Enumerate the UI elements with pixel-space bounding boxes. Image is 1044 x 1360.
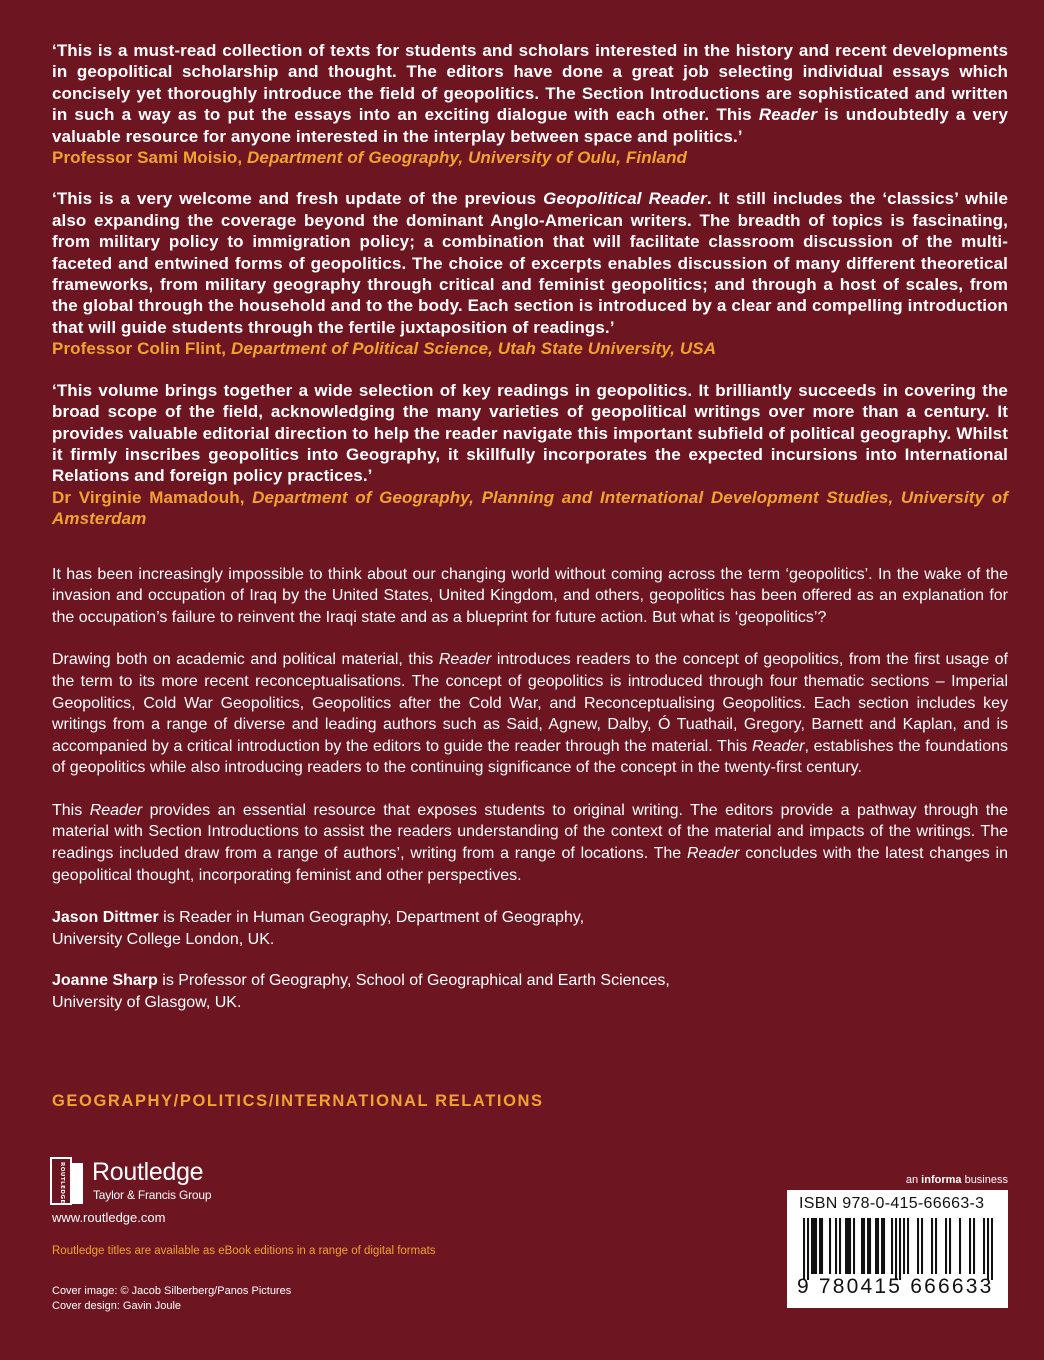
text-run: concludes with the latest changes in geopolitical thought, incorporating feminist and other perspectives. (52, 845, 1009, 884)
endorsement-quote (52, 380, 1008, 530)
barcode-bar (983, 1218, 985, 1274)
text-run: ‘This volume brings together a wide selection of key readings in geopolitics. It brilliantly succeeds in covering the broad scope of the field, acknowledging the many varieties of geopolitical writings over more than a century. It provides valuable editorial direction to help the reader navigate this important subfield of political geography. Whilst it firmly inscribes geopolitics into Geography, it skillfully incorporates the expected incursions into International Relations and foreign policy practices.’ (52, 380, 1008, 486)
publisher-group: Taylor & Francis Group (93, 1188, 212, 1202)
endorsement-quote (52, 188, 1008, 359)
author-bios (52, 907, 1008, 1013)
italic-title: Reader (438, 651, 492, 669)
barcode-bar (803, 1218, 805, 1280)
routledge-book-icon (50, 1157, 84, 1205)
barcode-bar (861, 1218, 863, 1274)
barcode-bar (877, 1218, 879, 1274)
text-run: This (52, 801, 90, 819)
cover-credits (52, 1284, 291, 1314)
quote-text (52, 188, 1008, 338)
text-run: It has been increasingly impossible to think about our changing world without coming across the term ‘geopolitics’. In the wake of the invasion and occupation of Iraq by the United States, United Kingdom, and others, geopolitics has been offered as an explanation for the occupation’s failure to reinvent the Iraqi state and as a blueprint for future action. But what is ‘geopolitics’? (52, 565, 1008, 626)
author-role: is Reader in Human Geography, Department of Geography, (158, 909, 585, 927)
barcode-bar (839, 1218, 841, 1274)
barcode-bar (811, 1218, 813, 1274)
italic-title: Reader (751, 737, 805, 755)
text-run: ‘This is a must-read collection of texts for students and scholars interested in the history and recent developments in geopolitical scholarship and thought. The editors have done a great job selecting individual essays which concisely yet thoroughly introduce the field of geopolitics. The Section Introductions are sophisticated and written in such a way as to put the essays into an exciting dialogue with each other. This (52, 41, 1008, 125)
barcode-bar (883, 1218, 885, 1274)
quote-attribution (52, 147, 1008, 168)
endorser-name: Dr Virginie Mamadouh, (52, 487, 253, 507)
barcode-bar (845, 1218, 847, 1274)
author-institution: University College London, UK. (52, 930, 275, 948)
author-bio (52, 907, 1008, 950)
logo-mark-text: ROUTLEDGE (59, 1162, 65, 1204)
endorser-affiliation: Department of Geography, University of Oulu, Finland (247, 148, 688, 168)
back-cover-content (52, 40, 1008, 1034)
barcode-digits: 9 780415 666633 (797, 1275, 994, 1298)
barcode-bar (959, 1218, 961, 1274)
barcode-bar (899, 1218, 901, 1280)
author-bio (52, 970, 1008, 1013)
cover-image-credit: Cover image: © Jacob Silberberg/Panos Pictures (52, 1285, 292, 1297)
text-run: ‘This is a very welcome and fresh update of the previous (52, 189, 544, 209)
barcode-bar (829, 1218, 831, 1274)
barcode-bar (847, 1218, 849, 1274)
barcode-bar (949, 1218, 951, 1274)
author-institution: University of Glasgow, UK. (52, 994, 242, 1012)
barcode-bar (821, 1218, 823, 1274)
description-paragraph (52, 800, 1008, 886)
text-run: Drawing both on academic and political material, this (52, 651, 439, 669)
italic-title: Reader (686, 845, 740, 863)
barcode-bar (987, 1218, 989, 1280)
quote-attribution (52, 338, 1008, 359)
quote-text (52, 40, 1008, 147)
barcode-bar (853, 1218, 855, 1274)
barcode-bar (815, 1218, 817, 1274)
barcode-bar (973, 1218, 975, 1274)
endorsement-quote (52, 40, 1008, 168)
barcode-bar (921, 1218, 923, 1274)
italic-title: Reader (89, 801, 143, 819)
quote-text (52, 380, 1008, 487)
italic-title: Geopolitical Reader (543, 189, 707, 209)
barcode-bar (917, 1218, 919, 1274)
barcode-bar (935, 1218, 937, 1274)
text-run: , establishes the foundations of geopolitics while also introducing readers to the continuing significance of the concept in the twenty-first century. (52, 737, 1009, 777)
author-role: is Professor of Geography, School of Geographical and Earth Sciences, (157, 972, 670, 990)
endorser-name: Professor Colin Flint, (52, 339, 231, 359)
barcode-bar (807, 1218, 809, 1280)
barcode-bar (869, 1218, 871, 1274)
barcode-bars (803, 1218, 993, 1280)
barcode-bar (875, 1218, 877, 1274)
informa-prefix: an (905, 1174, 922, 1186)
book-description (52, 564, 1008, 887)
barcode-bar (863, 1218, 865, 1274)
endorser-affiliation: Department of Political Science, Utah State University, USA (230, 339, 717, 359)
text-run: introduces readers to the concept of geopolitics, from the first usage of the term to its more recent reconceptualisations. The concept of geopolitics is introduced through four thematic sections – Imperial Geopolitics, Cold War Geopolitics, Geopolitics after the Cold War, and Reconceptualising Geopolitics. Each section includes key writings from a range of diverse and leading authors such as Said, Agnew, Dalby, Ó Tuathail, Gregory, Barnett and Kaplan, and is accompanied by a critical introduction by the editors to guide the reader through the material. This (52, 651, 1009, 755)
endorser-name: Professor Sami Moisio, (52, 148, 248, 168)
isbn-label: ISBN 978-0-415-66663-3 (799, 1195, 985, 1212)
publisher-url: www.routledge.com (52, 1210, 166, 1225)
isbn-barcode (787, 1190, 1008, 1308)
barcode-bar (849, 1218, 851, 1274)
barcode-bar (891, 1218, 893, 1274)
barcode-bar (881, 1218, 883, 1274)
description-paragraph (52, 649, 1008, 779)
informa-brand: informa (921, 1174, 962, 1186)
description-paragraph (52, 564, 1008, 629)
barcode-bar (969, 1218, 971, 1274)
author-name: Jason Dittmer (52, 909, 159, 927)
endorser-affiliation: Department of Geography, Planning and International Development Studies, University of Amsterdam (52, 487, 1009, 529)
text-run: . It still includes the ‘classics’ while also expanding the coverage beyond the dominant Anglo-American writers. The breadth of topics is fascinating, from military policy to immigration policy; a combination that will facilitate classroom discussion of the multi-faceted and entwined forms of geopolitics. The choice of excerpts enables discussion of many different theoretical frameworks, from military geography through critical and feminist geopolitics; and through a host of scales, from the global through the household and to the body. Each section is introduced by a clear and compelling introduction that will guide students through the fertile juxtaposition of readings.’ (52, 189, 1009, 337)
barcode-bar (931, 1218, 933, 1274)
ebook-note: Routledge titles are available as eBook editions in a range of digital formats (52, 1245, 436, 1257)
text-run: provides an essential resource that exposes students to original writing. The editors provide a pathway through the material with Section Introductions to assist the readers understanding of the context of the material and impacts of the writings. The readings included draw from a range of authors’, writing from a range of locations. The (52, 801, 1008, 863)
subject-category: GEOGRAPHY/POLITICS/INTERNATIONAL RELATIONS (52, 1092, 544, 1110)
endorsements (52, 40, 1008, 530)
barcode-bar (813, 1218, 815, 1274)
quote-attribution (52, 487, 1008, 530)
barcode-bar (867, 1218, 869, 1274)
barcode-bar (945, 1218, 947, 1274)
text-run: is undoubtedly a very valuable resource for anyone interested in the interplay between space and politics.’ (52, 105, 1008, 146)
barcode-bar (903, 1218, 905, 1274)
author-name: Joanne Sharp (52, 972, 158, 990)
informa-business-label (906, 1174, 1008, 1186)
cover-design-credit: Cover design: Gavin Joule (52, 1300, 182, 1312)
barcode-bar (895, 1218, 897, 1280)
barcode-bar (907, 1218, 909, 1274)
publisher-name: Routledge (92, 1158, 204, 1186)
informa-suffix: business (961, 1174, 1008, 1186)
barcode-bar (819, 1218, 821, 1274)
barcode-bar (835, 1218, 837, 1274)
italic-title: Reader (758, 105, 818, 125)
barcode-bar (991, 1218, 993, 1280)
